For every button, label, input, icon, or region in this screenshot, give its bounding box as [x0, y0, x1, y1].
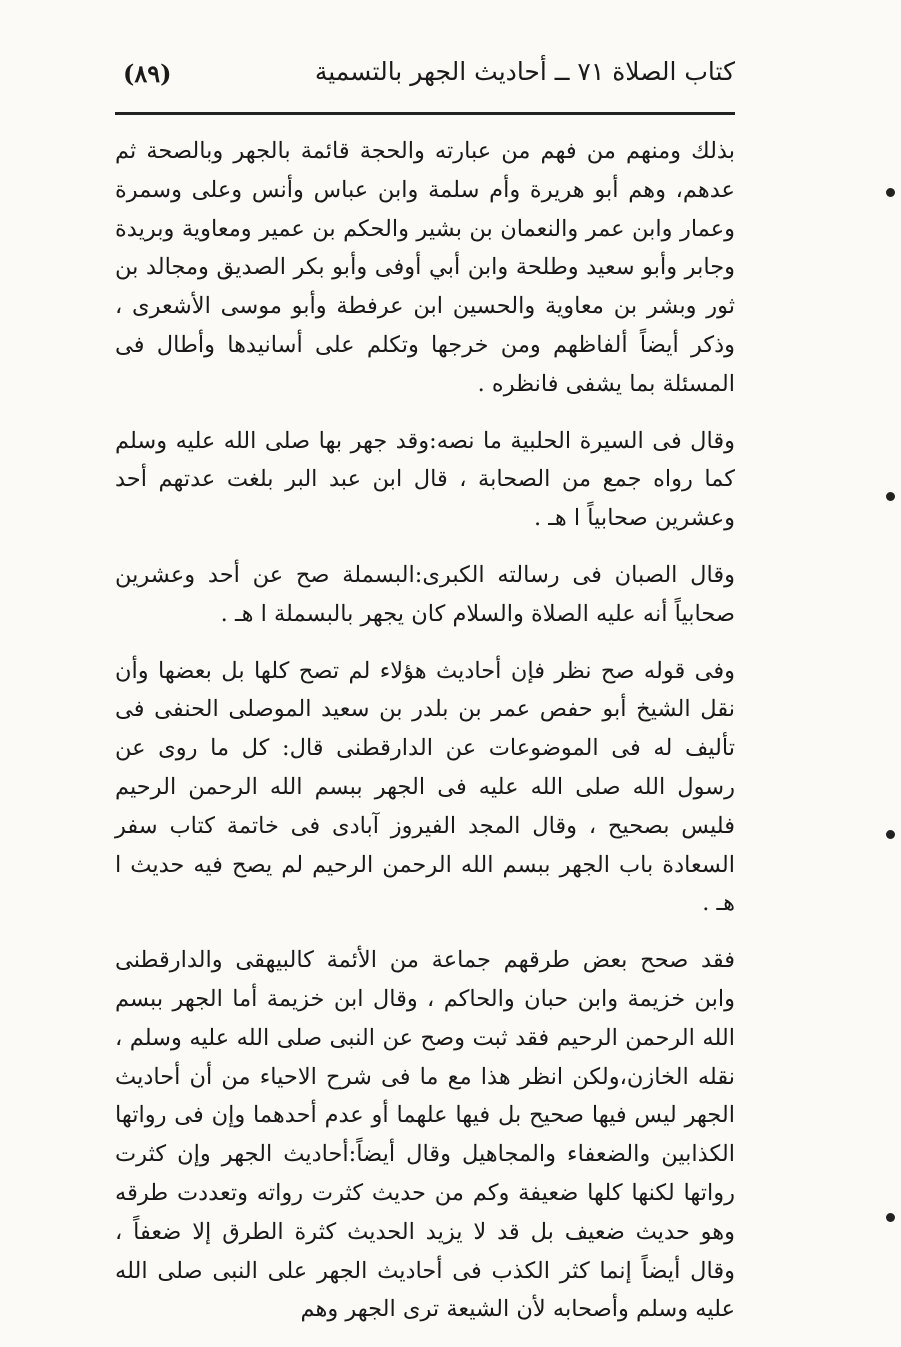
header-title: كتاب الصلاة ٧١ ــ أحاديث الجهر بالتسمية — [314, 57, 735, 86]
margin-mark — [886, 830, 895, 839]
running-header — [115, 55, 735, 99]
margin-mark — [886, 1213, 895, 1222]
page-number: (٨٩) — [123, 59, 172, 88]
page-body — [115, 132, 735, 1347]
paragraph-3: وقال الصبان فى رسالته الكبرى:البسملة صح عن أحد وعشرين صحابياً أنه عليه الصلاة والسلام كان يجهر بالبسملة ا هـ . — [115, 561, 735, 627]
paragraph-5: فقد صحح بعض طرقهم جماعة من الأئمة كالبيهقى والدارقطنى وابن خزيمة وابن حبان والحاكم ، وقال ابن خزيمة أما الجهر ببسم الله الرحمن الرحيم فقد ثبت وصح عن النبى صلى الله عليه وسلم ، نقله الخازن،ولكن انظر هذا مع ما فى شرح الاحياء من أن أحاديث الجهر ليس فيها صحيح بل فيها علهما أو عدم أحدهما وإن فى رواتها الكذابين والضعفاء والمجاهيل وقال أيضاً:أحاديث الجهر وإن كثرت رواتها لكنها كلها ضعيفة وكم من حديث كثرت رواته وتعددت طرقه وهو حديث ضعيف بل قد لا يزيد الحديث كثرة الطرق إلا ضعفاً ، وقال أيضاً إنما كثر الكذب فى أحاديث الجهر على النبى صلى الله عليه وسلم وأصحابه لأن الشيعة ترى الجهر وهم — [115, 947, 735, 1323]
header-rule — [115, 112, 735, 115]
paragraph-4: وفى قوله صح نظر فإن أحاديث هؤلاء لم تصح كلها بل بعضها وأن نقل الشيخ أبو حفص عمر بن بلدر بن سعيد الموصلى الحنفى فى تأليف له فى الموضوعات عن الدارقطنى قال: كل ما روى عن رسول الله صلى الله عليه فى الجهر ببسم الله الرحمن الرحيم فليس بصحيح ، وقال المجد الفيروز آبادى فى خاتمة كتاب سفر السعادة باب الجهر ببسم الله الرحمن الرحيم لم يصح فيه حديث ا هـ . — [115, 657, 735, 917]
margin-mark — [886, 188, 895, 197]
paragraph-2: وقال فى السيرة الحلبية ما نصه:وقد جهر بها صلى الله عليه وسلم كما رواه جمع من الصحابة ، قال ابن عبد البر بلغت عدتهم أحد وعشرين صحابياً ا هـ . — [115, 427, 735, 532]
paragraph-1: بذلك ومنهم من فهم من عبارته والحجة قائمة بالجهر وبالصحة ثم عدهم، وهم أبو هريرة وأم سلمة وابن عباس وأنس وعلى وسمرة وعمار وابن عمر والنعمان بن بشير والحكم بن عمير ومعاوية وبريدة وجابر وأبو سعيد وطلحة وابن أبي أوفى وأبو بكر الصديق ومجالد بن ثور وبشر بن معاوية والحسين ابن عرفطة وأبو موسى الأشعرى ، وذكر أيضاً ألفاظهم ومن خرجها وتكلم على أسانيدها وأطال فى المسئلة بما يشفى فانظره . — [115, 138, 735, 397]
margin-mark — [886, 492, 895, 501]
